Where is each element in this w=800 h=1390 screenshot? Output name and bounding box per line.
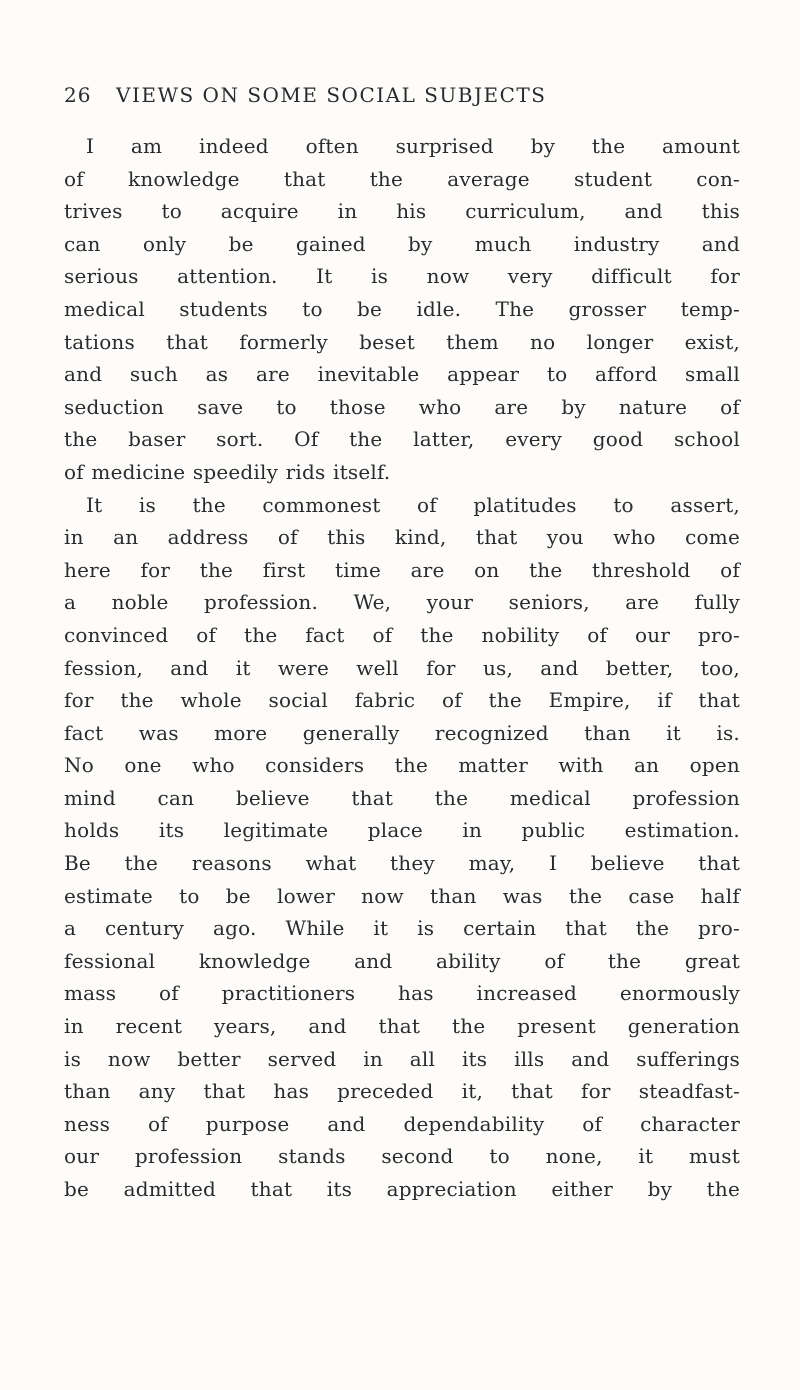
text-line: convinced of the fact of the nobility of our pro- bbox=[64, 622, 740, 647]
text-line: in an address of this kind, that you who come bbox=[64, 525, 740, 550]
text-line: mind can believe that the medical profession bbox=[64, 785, 740, 810]
text-line: trives to acquire in his curriculum, and this bbox=[64, 199, 740, 224]
text-line: can only be gained by much industry and bbox=[64, 231, 740, 256]
text-line: is now better served in all its ills and sufferings bbox=[64, 1046, 740, 1071]
text-line: than any that has preceded it, that for steadfast- bbox=[64, 1079, 740, 1104]
page-number: 26 bbox=[64, 83, 92, 107]
text-line: ness of purpose and dependability of character bbox=[64, 1111, 740, 1136]
text-line: medical students to be idle. The grosser temp- bbox=[64, 296, 740, 321]
running-header bbox=[0, 83, 800, 123]
text-line: fessional knowledge and ability of the great bbox=[64, 948, 740, 973]
text-line: the baser sort. Of the latter, every good school bbox=[64, 427, 740, 452]
text-line: Be the reasons what they may, I believe that bbox=[64, 851, 740, 876]
text-line: holds its legitimate place in public estimation. bbox=[64, 818, 740, 843]
text-line: our profession stands second to none, it must bbox=[64, 1144, 740, 1169]
text-line: tations that formerly beset them no longer exist, bbox=[64, 329, 740, 354]
text-line: a noble profession. We, your seniors, are fully bbox=[64, 590, 740, 615]
text-line: serious attention. It is now very difficult for bbox=[64, 264, 740, 289]
running-title: VIEWS ON SOME SOCIAL SUBJECTS bbox=[116, 83, 547, 107]
text-line: in recent years, and that the present generation bbox=[64, 1014, 740, 1039]
text-line: estimate to be lower now than was the case half bbox=[64, 883, 740, 908]
text-line: No one who considers the matter with an open bbox=[64, 753, 740, 778]
text-line: a century ago. While it is certain that the pro- bbox=[64, 916, 740, 941]
text-line: fact was more generally recognized than it is. bbox=[64, 720, 740, 745]
text-line: seduction save to those who are by nature of bbox=[64, 394, 740, 419]
text-line: It is the commonest of platitudes to assert, bbox=[86, 492, 740, 517]
text-line: here for the first time are on the threshold of bbox=[64, 557, 740, 582]
text-line: be admitted that its appreciation either by the bbox=[64, 1177, 740, 1201]
text-line: for the whole social fabric of the Empire, if that bbox=[64, 688, 740, 713]
body-text bbox=[64, 130, 740, 1206]
text-line: mass of practitioners has increased enormously bbox=[64, 981, 740, 1006]
text-line: and such as are inevitable appear to afford small bbox=[64, 362, 740, 387]
text-line: fession, and it were well for us, and better, too, bbox=[64, 655, 740, 680]
text-line: I am indeed often surprised by the amount bbox=[86, 134, 740, 158]
text-line: of medicine speedily rids itself. bbox=[64, 459, 391, 484]
text-line: of knowledge that the average student con- bbox=[64, 166, 740, 191]
